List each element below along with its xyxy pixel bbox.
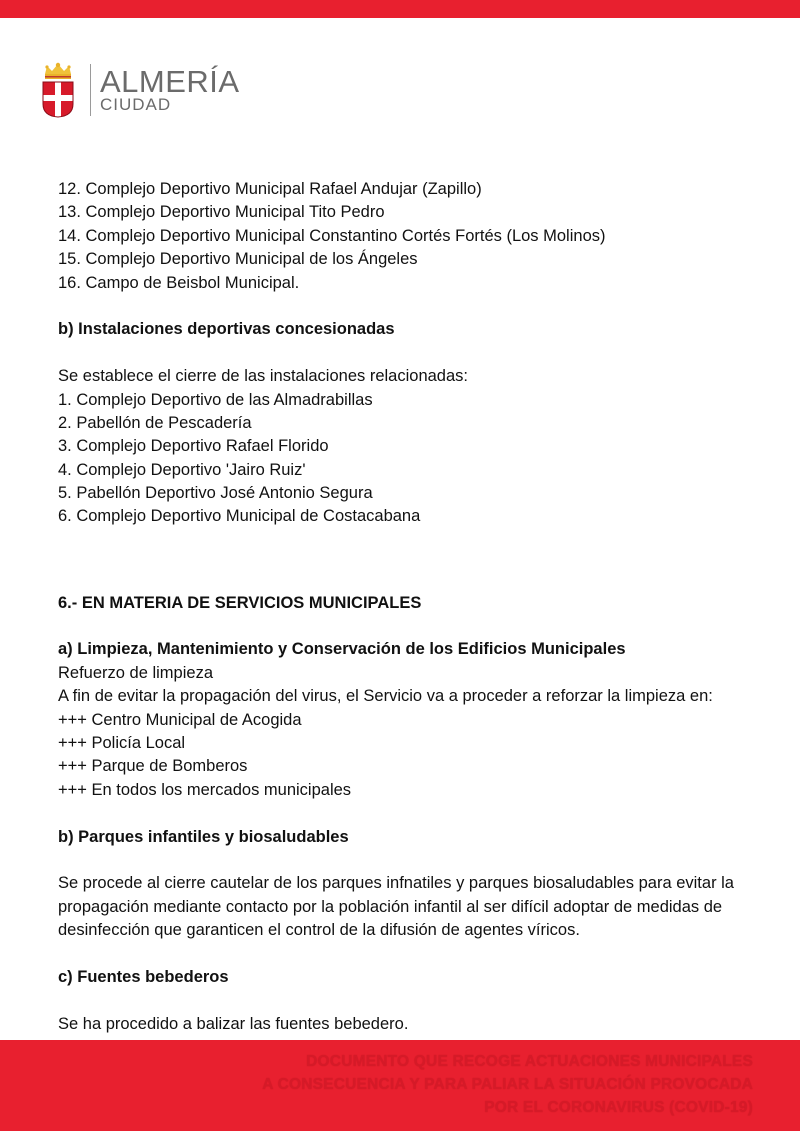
section-6a-subheading: Refuerzo de limpieza: [58, 663, 213, 682]
brand-subtitle: CIUDAD: [100, 95, 172, 114]
footer-banner: [0, 1040, 800, 1131]
section-6a-text: A fin de evitar la propagación del virus, el Servicio va a proceder a reforzar la limpieza en:: [58, 687, 713, 706]
section-b-heading: b) Instalaciones deportivas concesionadas: [58, 320, 395, 339]
list-item: 5. Pabellón Deportivo José Antonio Segura: [58, 484, 373, 503]
section-6c-text: Se ha procedido a balizar las fuentes bebedero.: [58, 1014, 409, 1033]
list-item: 6. Complejo Deportivo Municipal de Costacabana: [58, 507, 421, 526]
list-item: +++ En todos los mercados municipales: [58, 780, 352, 799]
list-item: 1. Complejo Deportivo de las Almadrabillas: [58, 390, 373, 409]
list-item: 4. Complejo Deportivo 'Jairo Ruiz': [58, 460, 306, 479]
footer-line: POR EL CORONAVIRUS (COVID-19): [484, 1099, 753, 1116]
list-item: 2. Pabellón de Pescadería: [58, 413, 252, 432]
section-6b-heading: b) Parques infantiles y biosaludables: [58, 827, 349, 846]
list-item: +++ Parque de Bomberos: [58, 757, 248, 776]
section-6b-text-line: Se procede al cierre cautelar de los parques infnatiles y parques biosaludables para evitar la: [58, 874, 734, 893]
section-6c-heading: c) Fuentes bebederos: [58, 967, 229, 986]
city-crest-icon: [40, 62, 76, 118]
section-b-intro: Se establece el cierre de las instalaciones relacionadas:: [58, 367, 468, 386]
footer-line: A CONSECUENCIA Y PARA PALIAR LA SITUACIÓN PROVOCADA: [262, 1076, 753, 1093]
footer-line: DOCUMENTO QUE RECOGE ACTUACIONES MUNICIPALES: [306, 1053, 753, 1070]
list-item: +++ Policía Local: [58, 734, 186, 752]
header-divider: [90, 64, 91, 116]
list-item: 15. Complejo Deportivo Municipal de los Ángeles: [58, 250, 418, 269]
section-6-heading: 6.- EN MATERIA DE SERVICIOS MUNICIPALES: [58, 593, 422, 612]
section-6b-text-line: desinfección que garanticen el control de la difusión de agentes víricos.: [58, 921, 580, 940]
list-item: 12. Complejo Deportivo Municipal Rafael Andujar (Zapillo): [58, 180, 482, 198]
list-item: 13. Complejo Deportivo Municipal Tito Pedro: [58, 203, 385, 222]
list-item: 3. Complejo Deportivo Rafael Florido: [58, 437, 329, 456]
top-accent-bar: [0, 0, 800, 18]
list-item: 14. Complejo Deportivo Municipal Constantino Cortés Fortés (Los Molinos): [58, 226, 606, 245]
brand-name: ALMERÍA: [100, 64, 240, 99]
footer-text: [262, 1050, 753, 1119]
section-6b-text-line: propagación mediante contacto por la población infantil al ser difícil adoptar de medidas de: [58, 897, 723, 916]
list-item: 16. Campo de Beisbol Municipal.: [58, 273, 300, 292]
section-6a-heading: a) Limpieza, Mantenimiento y Conservación de los Edificios Municipales: [58, 640, 626, 659]
list-item: +++ Centro Municipal de Acogida: [58, 710, 302, 729]
document-body: [58, 178, 758, 1036]
